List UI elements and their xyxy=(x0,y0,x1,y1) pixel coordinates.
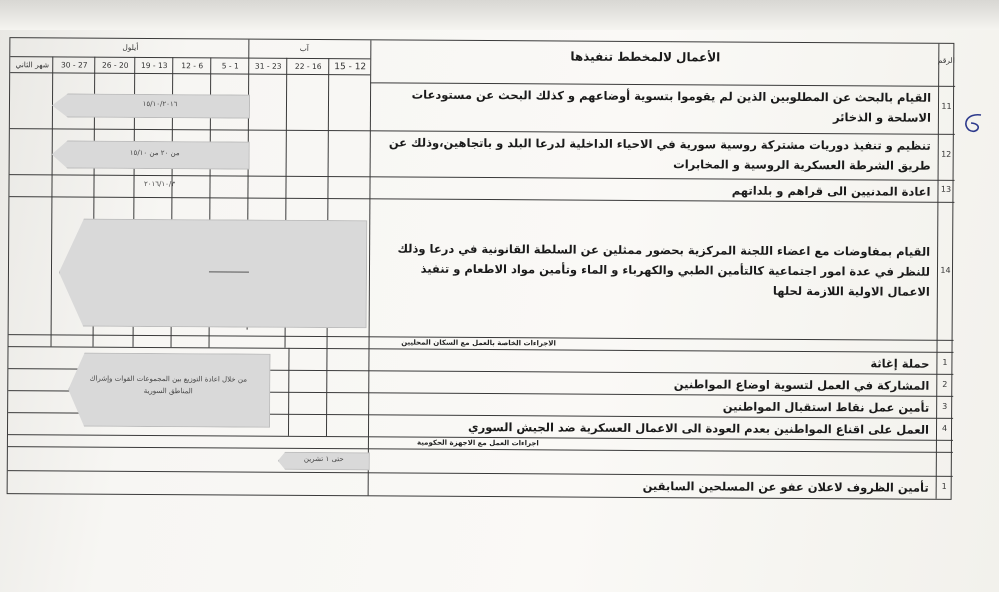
table-title: الأعمال لالمخطط تنفيذها xyxy=(570,49,721,65)
month-label: أيلول xyxy=(122,42,139,52)
grid-line xyxy=(51,56,54,346)
column-header: 19 - 13 xyxy=(140,60,168,71)
timeline-bar-label: ٢٠١٦/١٠/٣ xyxy=(143,179,176,189)
handwritten-margin-mark xyxy=(957,110,987,136)
row-number: 4 xyxy=(941,423,948,433)
row-text: المشاركة في العمل لتسوية اوضاع المواطنين xyxy=(673,377,930,393)
row-number: 11 xyxy=(941,101,952,111)
row-text: القيام بمفاوضات مع اعضاء اللجنة المركزية بحضور ممثلين عن السلطة القانونية في درعا وذلك للنظر في عدة امور اجتماعية كالتأمين الطبي والكهرباء و الماء وتأمين مواد الاطعام و تنفيذ الاعمال الاولية اللازمة لحلها xyxy=(397,241,931,299)
row-number: 13 xyxy=(940,184,952,194)
timeline-bar xyxy=(59,218,368,328)
timeline-bar-label: حتى ١ تشرين xyxy=(303,454,344,464)
column-header: شهر الثاني xyxy=(15,60,50,70)
row-number: 2 xyxy=(942,379,948,389)
row-number-header: الرقم xyxy=(937,55,955,65)
section-header: اجراءات العمل مع الاجهزة الحكومية xyxy=(417,438,539,448)
page-edge-shadow xyxy=(0,0,999,30)
row-text: حملة إغاثة xyxy=(870,356,930,371)
row-text: تأمين عمل نقاط استقبال المواطنين xyxy=(722,399,930,415)
grid-line xyxy=(10,56,370,59)
plan-table xyxy=(7,37,955,500)
row-number: 3 xyxy=(942,401,948,411)
column-header: 31 - 23 xyxy=(254,61,282,71)
column-header: 22 - 16 xyxy=(294,61,322,72)
timeline-bar-label: من ٢٠ من ١٥/١٠ xyxy=(129,148,180,158)
column-header: 26 - 20 xyxy=(101,60,129,70)
month-label: آب xyxy=(299,43,309,53)
column-header: 5 - 1 xyxy=(221,61,239,71)
row-number: 12 xyxy=(941,149,952,159)
timeline-bar-label: من خلال اعادة التوزيع بين المجموعات القوات وإشراك المناطق السورية xyxy=(89,374,247,396)
grid-line xyxy=(10,72,370,75)
grid-line xyxy=(368,40,372,495)
section-header: الاجراءات الخاصة بالعمل مع السكان المحليين xyxy=(401,338,556,348)
column-header: 12 - 6 xyxy=(181,61,204,71)
row-text: القيام بالبحث عن المطلوبين الذين لم يقوموا بتسوية أوضاعهم و كذلك البحث عن مستودعات الاسلحة و الذخائر xyxy=(411,87,932,125)
row-number: 1 xyxy=(941,481,947,491)
row-number: 1 xyxy=(942,357,948,367)
column-header: 30 - 27 xyxy=(60,60,88,70)
row-text: تنظيم و تنفيذ دوريات مشتركة روسية سورية في الاحياء الداخلية لدرعا البلد و باتجاهين،وذلك عن طريق الشرطة العسكرية الروسية و المخابرات xyxy=(388,135,931,173)
row-text: العمل على اقناع المواطنين بعدم العودة الى الاعمال العسكرية ضد الجيش السوري xyxy=(468,419,930,437)
grid-line xyxy=(8,446,953,453)
row-text: تأمين الظروف لاعلان عفو عن المسلحين السابقين xyxy=(642,478,929,495)
row-text: اعادة المدنيين الى قراهم و بلداتهم xyxy=(731,183,931,199)
column-header: 15 - 12 xyxy=(334,62,367,73)
timeline-bar-label: ١٥/١٠/٢٠١٦ xyxy=(142,99,178,109)
row-number: 14 xyxy=(940,265,951,275)
